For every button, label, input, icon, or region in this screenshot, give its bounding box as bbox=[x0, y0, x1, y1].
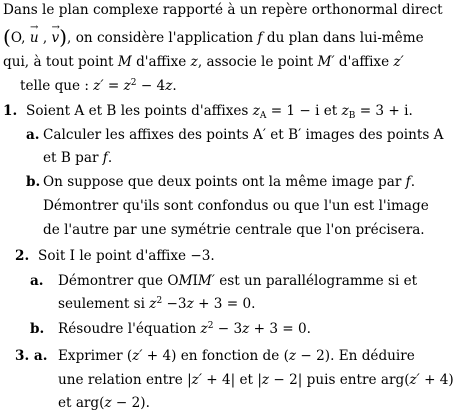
question-2b-line-1 bbox=[58, 319, 311, 340]
sub-question-label: b. bbox=[30, 321, 45, 337]
question-text: et B par bbox=[43, 150, 103, 166]
question-text: seulement si bbox=[58, 296, 150, 312]
question-3a-line-1 bbox=[58, 346, 415, 367]
var-z: z bbox=[186, 296, 194, 312]
formula-lhs: z′ bbox=[93, 78, 104, 94]
question-text: − 3 bbox=[213, 321, 243, 337]
var-z: z bbox=[242, 321, 250, 337]
formula-z: z bbox=[123, 78, 131, 94]
intro-line-2 bbox=[3, 27, 424, 49]
point-M-prime: M′ bbox=[317, 54, 335, 70]
question-3a-line-3 bbox=[58, 393, 150, 414]
value-zB: = 3 + i. bbox=[355, 103, 413, 119]
var-z: z bbox=[261, 372, 270, 388]
var-z: z bbox=[104, 395, 112, 411]
question-text: + 4) en fonction de ( bbox=[142, 348, 289, 364]
question-1a-label bbox=[26, 125, 40, 146]
question-text: Résoudre l'équation bbox=[58, 321, 201, 337]
intro-text: , associe le point bbox=[197, 54, 318, 70]
question-1b-line-1 bbox=[43, 172, 415, 193]
question-text: + 4) bbox=[419, 372, 454, 388]
question-text: . bbox=[107, 150, 113, 166]
question-text: + 3 = 0. bbox=[193, 296, 256, 312]
question-number: 1. bbox=[3, 103, 18, 119]
sub-question-label: b. bbox=[26, 174, 41, 190]
formula-text: − 4 bbox=[136, 78, 166, 94]
intro-text: d'affixe bbox=[334, 54, 394, 70]
question-3a-number bbox=[15, 346, 47, 367]
intro-text: du plan dans lui-même bbox=[262, 30, 424, 46]
question-number: 3. a. bbox=[15, 348, 48, 364]
vector-u: → u bbox=[30, 28, 39, 49]
intro-line-1 bbox=[3, 0, 443, 21]
intro-text: telle que : bbox=[20, 78, 94, 94]
point-I: I bbox=[192, 273, 198, 289]
question-text: − 2). bbox=[111, 395, 150, 411]
question-text: −3 bbox=[162, 296, 187, 312]
question-1-number bbox=[3, 101, 17, 122]
function-f: f bbox=[405, 174, 411, 190]
question-text: et arg( bbox=[58, 395, 105, 411]
exponent: 2 bbox=[207, 321, 214, 331]
question-1-text bbox=[26, 101, 413, 122]
question-2a-line-2 bbox=[58, 294, 255, 315]
var-z: z bbox=[288, 348, 297, 364]
question-text: − 2| puis entre arg( bbox=[269, 372, 410, 388]
var-z-prime: z′ bbox=[132, 348, 143, 364]
var-z: z bbox=[341, 103, 349, 119]
formula-exponent: 2 bbox=[130, 78, 137, 88]
question-text: Exprimer ( bbox=[58, 348, 133, 364]
point-M: M bbox=[117, 54, 132, 70]
question-number: 2. bbox=[15, 248, 30, 264]
intro-line-3 bbox=[3, 52, 404, 73]
var-z-prime: z′ bbox=[191, 372, 202, 388]
subscript-A: A bbox=[259, 111, 267, 121]
var-z: z bbox=[149, 296, 157, 312]
formula-z: z bbox=[165, 78, 173, 94]
var-z-prime: z′ bbox=[393, 54, 404, 70]
repere-open-paren: ( bbox=[3, 25, 11, 49]
question-2a-label bbox=[30, 271, 44, 292]
question-text: Soit I le point d'affixe −3. bbox=[38, 248, 215, 264]
question-2b-label bbox=[30, 319, 44, 340]
var-z: z bbox=[190, 54, 198, 70]
subscript-B: B bbox=[348, 111, 356, 121]
point-M: M bbox=[178, 273, 193, 289]
repere-separator: , bbox=[38, 30, 52, 46]
question-1a-line-1 bbox=[43, 125, 443, 146]
question-1b-label bbox=[26, 172, 40, 193]
intro-text: Dans le plan complexe rapporté à un repère orthonormal direct bbox=[3, 2, 443, 18]
question-text: Soient A et B les points d'affixes bbox=[26, 103, 253, 119]
intro-text: , on considère l'application bbox=[67, 30, 258, 46]
question-text: + 3 = 0. bbox=[249, 321, 311, 337]
var-z-prime: z′ bbox=[409, 372, 420, 388]
question-text: une relation entre | bbox=[58, 372, 192, 388]
function-f: f bbox=[257, 30, 263, 46]
question-text: − 2). En déduire bbox=[296, 348, 415, 364]
intro-text: d'affixe bbox=[131, 54, 191, 70]
sub-question-label: a. bbox=[30, 273, 44, 289]
var-z: z bbox=[200, 321, 208, 337]
question-1b-line-3 bbox=[43, 220, 425, 241]
formula-end: . bbox=[172, 78, 177, 94]
question-text: de l'autre par une symétrie centrale que l'on précisera. bbox=[43, 222, 425, 238]
question-text: Démontrer que O bbox=[58, 273, 179, 289]
vector-v: → v bbox=[52, 28, 60, 49]
question-text: . bbox=[410, 174, 416, 190]
repere-close-paren: ) bbox=[59, 25, 68, 49]
question-text: On suppose que deux points ont la même image par bbox=[43, 174, 406, 190]
repere-origin: O, bbox=[10, 30, 30, 46]
intro-text: qui, à tout point bbox=[3, 54, 118, 70]
question-3a-line-2 bbox=[58, 370, 454, 391]
var-z: z bbox=[252, 103, 260, 119]
question-2-text bbox=[38, 246, 215, 267]
question-1b-line-2 bbox=[43, 196, 429, 217]
exponent: 2 bbox=[156, 296, 163, 306]
question-text: + 4| et | bbox=[201, 372, 262, 388]
question-2-number bbox=[15, 246, 29, 267]
question-2a-line-1 bbox=[58, 271, 417, 292]
value-zA: = 1 − i et bbox=[266, 103, 342, 119]
question-text: est un parallélogramme si et bbox=[214, 273, 418, 289]
question-text: Calculer les affixes des points A′ et B′ images des points A bbox=[43, 127, 444, 143]
question-text: Démontrer qu'ils sont confondus ou que l'un est l'image bbox=[43, 198, 429, 214]
sub-question-label: a. bbox=[26, 127, 40, 143]
intro-line-4 bbox=[20, 76, 177, 97]
formula-eq: = bbox=[103, 78, 124, 94]
function-f: f bbox=[102, 150, 108, 166]
point-M-prime: M′ bbox=[197, 273, 215, 289]
question-1a-line-2 bbox=[43, 148, 112, 169]
